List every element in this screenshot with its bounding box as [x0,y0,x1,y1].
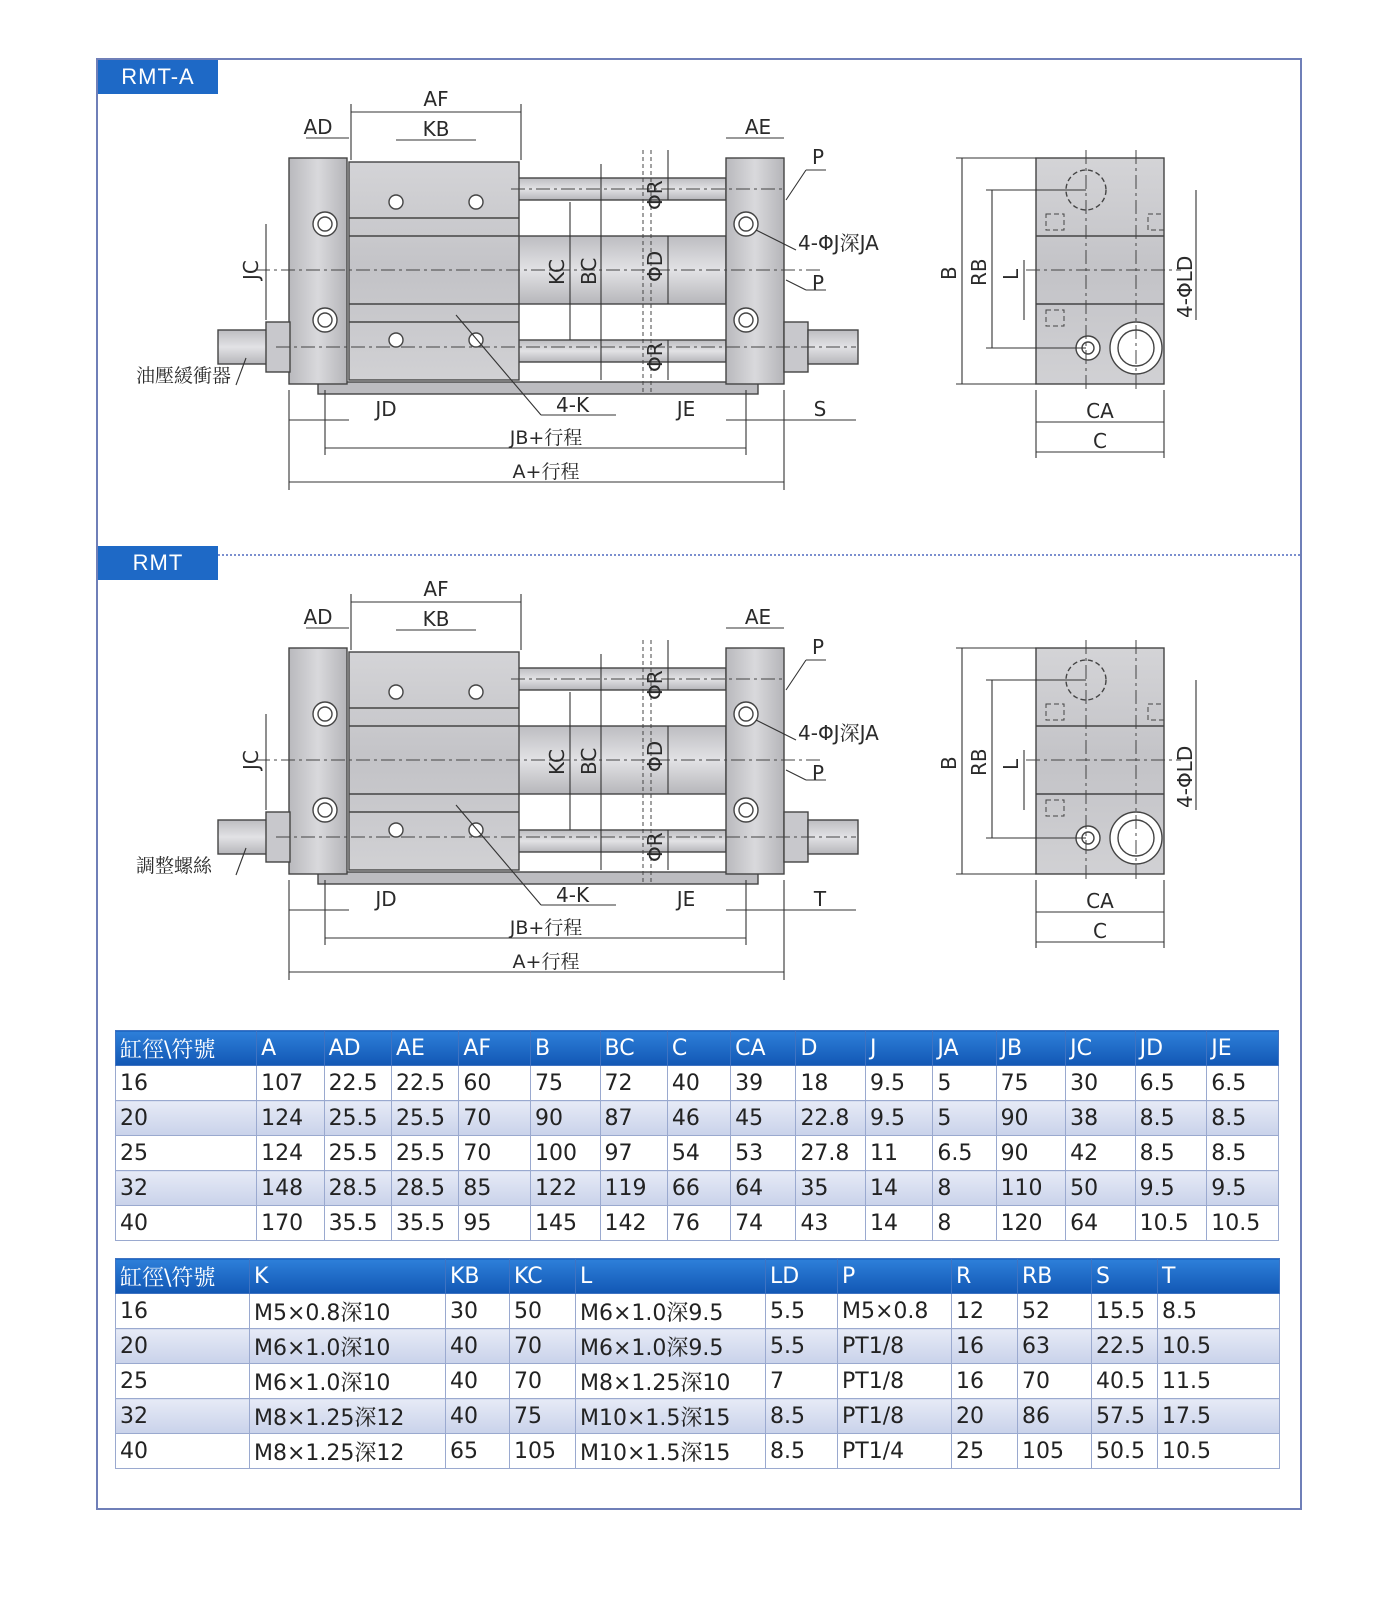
table-cell: 90 [531,1101,601,1136]
label-p-top: P [812,635,825,659]
label-k: 4-K [556,393,590,417]
table-cell: 70 [510,1329,576,1364]
label-jd: JD [375,397,397,421]
table-header: S [1092,1259,1158,1294]
table-cell: 107 [257,1066,324,1101]
label-kc: KC [545,749,569,775]
table-cell: 86 [1018,1399,1092,1434]
table-header: LD [766,1259,838,1294]
table-cell: 60 [459,1066,531,1101]
label-l: L [999,268,1023,280]
table-cell: 5 [933,1066,996,1101]
table-header: 缸徑\符號 [116,1259,250,1294]
label-ld: 4-ΦLD [1173,745,1197,808]
table-cell: 40 [116,1434,250,1469]
table-cell: 40 [446,1329,510,1364]
table-cell: PT1/8 [838,1329,952,1364]
table-cell: 100 [531,1136,601,1171]
label-jc: JC [239,260,263,280]
table-cell: M6×1.0深10 [250,1364,446,1399]
label-rb: RB [967,258,991,286]
label-kb: KB [422,607,450,631]
table-cell: 85 [459,1171,531,1206]
table-cell: 35 [796,1171,866,1206]
table-cell: 45 [731,1101,796,1136]
label-c: C [1093,429,1107,453]
label-end: S [813,397,827,421]
table-cell: 122 [531,1171,601,1206]
table-cell: 97 [600,1136,667,1171]
table-cell: 38 [1066,1101,1136,1136]
table-header: R [952,1259,1018,1294]
table-row [116,1364,1280,1399]
table-cell: 5 [933,1101,996,1136]
table-cell: 20 [952,1399,1018,1434]
table-row [116,1206,1279,1241]
table-cell: 54 [667,1136,730,1171]
table-cell: 5.5 [766,1329,838,1364]
table-cell: 25 [116,1136,257,1171]
table-row [116,1294,1280,1329]
table-cell: 8.5 [1207,1101,1279,1136]
table-cell: 76 [667,1206,730,1241]
table-header: J [865,1031,932,1066]
table-cell: 63 [1018,1329,1092,1364]
table-cell: 70 [510,1364,576,1399]
table-cell: 7 [766,1364,838,1399]
technical-drawing [96,90,1302,510]
table-header: AD [324,1031,391,1066]
table-header: JC [1066,1031,1136,1066]
table-cell: 16 [116,1066,257,1101]
table-header: K [250,1259,446,1294]
table-header: B [531,1031,601,1066]
label-l: L [999,758,1023,770]
table-cell: 87 [600,1101,667,1136]
table-cell: 25 [952,1434,1018,1469]
table-cell: 43 [796,1206,866,1241]
table-cell: 8.5 [1158,1294,1280,1329]
table-cell: 8.5 [1135,1101,1207,1136]
table-row [116,1101,1279,1136]
table-cell: 14 [865,1171,932,1206]
table-cell: 28.5 [391,1171,458,1206]
label-phi-r-top: ΦR [643,670,667,700]
table-header: KB [446,1259,510,1294]
table-cell: 8.5 [1207,1136,1279,1171]
label-af: AF [423,580,449,601]
label-phi-d: ΦD [643,250,667,282]
table-cell: 15.5 [1092,1294,1158,1329]
table-cell: PT1/8 [838,1399,952,1434]
table-cell: 90 [996,1101,1066,1136]
table-cell: 11 [865,1136,932,1171]
table-cell: 70 [459,1136,531,1171]
section-tag-rmt-a: RMT-A [98,60,218,94]
label-phi-r-top: ΦR [643,180,667,210]
table-header: CA [731,1031,796,1066]
table-cell: M6×1.0深9.5 [576,1294,766,1329]
table-cell: 10.5 [1207,1206,1279,1241]
table-row [116,1329,1280,1364]
table-cell: 9.5 [1135,1171,1207,1206]
label-phi-r-bottom: ΦR [643,832,667,862]
side-view [1026,150,1181,390]
table-cell: 16 [952,1329,1018,1364]
table-cell: 22.5 [1092,1329,1158,1364]
table-cell: 32 [116,1171,257,1206]
label-p-mid: P [812,761,825,785]
table-cell: 8.5 [766,1399,838,1434]
table-cell: M8×1.25深12 [250,1399,446,1434]
spec-table-1 [115,1030,1279,1241]
label-j: 4-ΦJ深JA [798,231,879,255]
label-af: AF [423,90,449,111]
table-cell: 30 [446,1294,510,1329]
table-header: BC [600,1031,667,1066]
front-view [218,150,858,395]
table-cell: 75 [531,1066,601,1101]
table-cell: 10.5 [1158,1434,1280,1469]
table-cell: 35.5 [391,1206,458,1241]
drawing-rmt-a [96,90,1302,510]
table-cell: 40.5 [1092,1364,1158,1399]
table-header: P [838,1259,952,1294]
drawing-rmt [96,580,1302,1000]
technical-drawing [96,580,1302,1000]
table-cell: 124 [257,1136,324,1171]
table-cell: M5×0.8 [838,1294,952,1329]
label-ca: CA [1086,399,1114,423]
table-cell: 119 [600,1171,667,1206]
table-cell: 105 [1018,1434,1092,1469]
table-cell: 145 [531,1206,601,1241]
table-cell: 70 [1018,1364,1092,1399]
table-header: T [1158,1259,1280,1294]
table-row [116,1399,1280,1434]
table-cell: 16 [952,1364,1018,1399]
table-cell: 148 [257,1171,324,1206]
table-header: 缸徑\符號 [116,1031,257,1066]
table-cell: M10×1.5深15 [576,1434,766,1469]
table-cell: 65 [446,1434,510,1469]
table-header: RB [1018,1259,1092,1294]
table-cell: 22.5 [324,1066,391,1101]
table-cell: M8×1.25深12 [250,1434,446,1469]
front-view [218,640,858,885]
table-header: AE [391,1031,458,1066]
table-cell: 6.5 [933,1136,996,1171]
label-ad: AD [303,115,333,139]
table-cell: 40 [446,1399,510,1434]
label-jc: JC [239,750,263,770]
table-cell: 72 [600,1066,667,1101]
table-cell: 6.5 [1207,1066,1279,1101]
label-ae: AE [744,605,772,629]
table-cell: 124 [257,1101,324,1136]
table-cell: 50 [510,1294,576,1329]
table-cell: 64 [1066,1206,1136,1241]
table-cell: 95 [459,1206,531,1241]
table-cell: 40 [667,1066,730,1101]
table-cell: 17.5 [1158,1399,1280,1434]
label-p-top: P [812,145,825,169]
table-cell: 25.5 [391,1101,458,1136]
table-cell: 25.5 [324,1101,391,1136]
table-cell: 27.8 [796,1136,866,1171]
table-header: A [257,1031,324,1066]
table-cell: 16 [116,1294,250,1329]
table-cell: 25 [116,1364,250,1399]
label-phi-r-bottom: ΦR [643,342,667,372]
table-cell: 40 [116,1206,257,1241]
table-cell: 35.5 [324,1206,391,1241]
label-bc: BC [577,747,601,775]
table-header: L [576,1259,766,1294]
label-end: T [813,887,827,911]
label-kb: KB [422,117,450,141]
table-cell: PT1/4 [838,1434,952,1469]
table-cell: 120 [996,1206,1066,1241]
table-row [116,1434,1280,1469]
table-cell: M6×1.0深9.5 [576,1329,766,1364]
table-cell: 50.5 [1092,1434,1158,1469]
table-cell: 64 [731,1171,796,1206]
table-cell: 50 [1066,1171,1136,1206]
table-cell: M8×1.25深10 [576,1364,766,1399]
label-je: JE [676,887,696,911]
label-phi-d: ΦD [643,740,667,772]
table-cell: 52 [1018,1294,1092,1329]
table-cell: M5×0.8深10 [250,1294,446,1329]
table-cell: 22.5 [391,1066,458,1101]
label-jd: JD [375,887,397,911]
table-cell: 90 [996,1136,1066,1171]
table-header: KC [510,1259,576,1294]
table-row [116,1136,1279,1171]
table-cell: 5.5 [766,1294,838,1329]
table-cell: 75 [510,1399,576,1434]
table-header: C [667,1031,730,1066]
label-c: C [1093,919,1107,943]
table-cell: 42 [1066,1136,1136,1171]
table-cell: 22.8 [796,1101,866,1136]
label-a-stroke: A+行程 [512,951,580,973]
label-kc: KC [545,259,569,285]
table-cell: 110 [996,1171,1066,1206]
table-cell: 8 [933,1171,996,1206]
table-cell: 39 [731,1066,796,1101]
table-cell: PT1/8 [838,1364,952,1399]
table-cell: 105 [510,1434,576,1469]
table-cell: 70 [459,1101,531,1136]
table-cell: 170 [257,1206,324,1241]
spec-table-2 [115,1258,1280,1469]
table-cell: 6.5 [1135,1066,1207,1101]
label-b: B [937,266,961,280]
label-ld: 4-ΦLD [1173,255,1197,318]
label-ca: CA [1086,889,1114,913]
table-cell: 53 [731,1136,796,1171]
label-part: 調整螺絲 [136,855,213,877]
label-ae: AE [744,115,772,139]
table-cell: 20 [116,1101,257,1136]
table-cell: 10.5 [1158,1329,1280,1364]
label-jb-stroke: JB+行程 [509,427,583,449]
table-header: D [796,1031,866,1066]
label-k: 4-K [556,883,590,907]
table-header: JD [1135,1031,1207,1066]
table-cell: 9.5 [865,1066,932,1101]
table-header: JB [996,1031,1066,1066]
table-header: JE [1207,1031,1279,1066]
table-cell: 12 [952,1294,1018,1329]
label-part: 油壓緩衝器 [136,365,232,387]
table-cell: 9.5 [1207,1171,1279,1206]
table-cell: 20 [116,1329,250,1364]
table-cell: 8.5 [766,1434,838,1469]
section-separator [98,554,1300,556]
table-cell: M6×1.0深10 [250,1329,446,1364]
table-cell: 46 [667,1101,730,1136]
section-tag-rmt: RMT [98,546,218,580]
label-rb: RB [967,748,991,776]
table-cell: 32 [116,1399,250,1434]
table-cell: 142 [600,1206,667,1241]
table-cell: 74 [731,1206,796,1241]
label-a-stroke: A+行程 [512,461,580,483]
label-ad: AD [303,605,333,629]
table-row [116,1066,1279,1101]
table-cell: 14 [865,1206,932,1241]
table-cell: 10.5 [1135,1206,1207,1241]
label-bc: BC [577,257,601,285]
side-view [1026,640,1181,880]
table-cell: 25.5 [391,1136,458,1171]
table-cell: 8 [933,1206,996,1241]
table-cell: 57.5 [1092,1399,1158,1434]
label-p-mid: P [812,271,825,295]
label-j: 4-ΦJ深JA [798,721,879,745]
table-cell: 11.5 [1158,1364,1280,1399]
table-cell: 40 [446,1364,510,1399]
label-jb-stroke: JB+行程 [509,917,583,939]
table-cell: 18 [796,1066,866,1101]
table-cell: 8.5 [1135,1136,1207,1171]
table-cell: 75 [996,1066,1066,1101]
table-row [116,1171,1279,1206]
label-b: B [937,756,961,770]
table-cell: M10×1.5深15 [576,1399,766,1434]
table-cell: 66 [667,1171,730,1206]
table-cell: 28.5 [324,1171,391,1206]
label-je: JE [676,397,696,421]
table-cell: 25.5 [324,1136,391,1171]
table-cell: 9.5 [865,1101,932,1136]
table-cell: 30 [1066,1066,1136,1101]
table-header: AF [459,1031,531,1066]
table-header: JA [933,1031,996,1066]
